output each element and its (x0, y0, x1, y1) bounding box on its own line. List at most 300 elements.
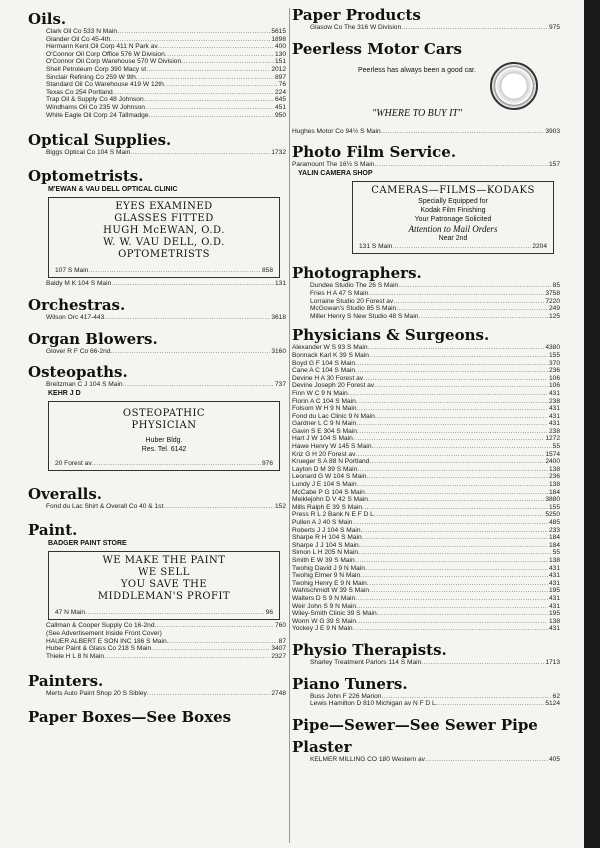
list-entry (292, 595, 560, 603)
peerless-ad-text: Peerless has always been a good car. (358, 66, 476, 74)
list-entry (292, 398, 560, 406)
list-entry (292, 161, 560, 169)
optometrists-ad-lines (55, 201, 273, 261)
ad-line: EYES EXAMINED (115, 200, 213, 212)
leader-dots (352, 519, 548, 527)
entry-phone: 224 (274, 88, 286, 96)
entry-name: Hermann Kent Oil Corp 411 N Park av (46, 43, 158, 51)
entry-phone: 106 (548, 374, 560, 382)
list-entry (292, 375, 560, 383)
entry-phone: 431 (548, 625, 560, 633)
list-entry (292, 572, 560, 580)
leader-dots (356, 420, 548, 428)
entry-name: Dundee Studio The 26 S Main (310, 282, 399, 290)
entry-name: Hart J W 104 S Main (292, 435, 353, 443)
entry-phone: 130 (274, 50, 286, 58)
entry-phone: 138 (548, 556, 560, 564)
entry-phone: 233 (548, 526, 560, 534)
entry-name: Baldy M K 104 S Main (46, 280, 112, 288)
entry-name: Boyd G F 104 S Main (292, 359, 356, 367)
entry-name: Press R L 2 Bank N E F D L (292, 511, 374, 519)
heading-pipe-sewer: Pipe—Sewer—See Sewer Pipe (292, 715, 538, 734)
entry-phone: 55 (552, 443, 560, 451)
leader-dots (145, 104, 274, 112)
entry-name: HAUER ALBERT E SON INC 186 S Main (46, 637, 167, 645)
photo-ad-name: YALIN CAMERA SHOP (298, 169, 373, 177)
entry-name: Glander Oil Co 45-4th (46, 35, 111, 43)
entry-name: Walters D S 9 N Main (292, 594, 356, 602)
ad-line: GLASSES FITTED (114, 212, 214, 224)
column-divider (289, 8, 290, 843)
leader-dots (359, 542, 548, 550)
heading-physicians: Physicians & Surgeons. (292, 326, 490, 345)
entry-phone: 236 (548, 473, 560, 481)
piano-tuners-list (292, 693, 560, 708)
list-entry (292, 24, 560, 32)
ad-small-line: Specially Equipped for (418, 197, 488, 205)
paint-ad-address: 47 N Main ..... 96 (55, 609, 273, 617)
entry-name: Lundy J E 104 S Main (292, 481, 357, 489)
entry-phone: 645 (274, 96, 286, 104)
entry-name: Glover R F Co 66-2nd (46, 347, 111, 355)
list-entry (292, 367, 560, 375)
optometrists-ad-name: M'EWAN & VAU DELL OPTICAL CLINIC (48, 185, 178, 193)
leader-dots (366, 473, 548, 481)
entry-phone: 431 (548, 420, 560, 428)
list-entry (292, 313, 560, 321)
list-entry (292, 549, 560, 557)
entry-name: Twohig David J 9 N Main (292, 564, 365, 572)
entry-phone: 431 (548, 572, 560, 580)
entry-phone: 131 (274, 280, 286, 288)
entry-name: Layton D M 39 S Main (292, 465, 358, 473)
leader-dots (401, 24, 548, 32)
leader-dots (144, 96, 274, 104)
leader-dots (356, 398, 548, 406)
list-entry (28, 630, 286, 638)
entry-name: Windhams Oil Co 235 W Johnson (46, 103, 145, 111)
entry-phone: 975 (548, 24, 560, 31)
photo-ad-italic: Attention to Mail Orders (408, 223, 498, 234)
leader-dots (355, 557, 548, 565)
optometrists-list (28, 280, 286, 288)
entry-name: Paramount The 16½ S Main (292, 161, 375, 169)
entry-name: Merts Auto Paint Shop 20 S Sibley (46, 690, 147, 698)
osteopaths-ad-lines (55, 408, 273, 432)
list-entry (292, 282, 560, 290)
leader-dots (362, 534, 548, 542)
entry-phone: 184 (548, 541, 560, 549)
heading-paper-products: Paper Products (292, 6, 421, 24)
list-entry (292, 693, 560, 701)
list-entry (28, 645, 286, 653)
list-entry (292, 352, 560, 360)
leader-dots (361, 527, 548, 535)
entry-name: McCabe P G 104 S Main (292, 488, 365, 496)
ad-line: HUGH McEWAN, O.D. (103, 224, 225, 236)
paint-ad-box (48, 551, 280, 621)
entry-phone: 87 (278, 637, 286, 645)
list-entry (28, 653, 286, 661)
leader-dots (355, 451, 544, 459)
entry-name: Finn W C 9 N Main (292, 389, 348, 397)
entry-phone: 760 (274, 622, 286, 630)
entry-name: Gardner L C 9 N Main (292, 420, 357, 428)
ad-line: OPTOMETRISTS (118, 248, 210, 260)
entry-name: Hughes Motor Co 94½ S Main (292, 127, 381, 135)
entry-phone: 737 (274, 381, 286, 389)
entry-name: Hawe Henry W 145 S Main (292, 443, 372, 451)
physicians-list (292, 344, 560, 633)
entry-name: Glasow Co The 316 W Division (310, 24, 402, 31)
entry-phone: 151 (274, 58, 286, 66)
entry-phone: 5124 (545, 700, 560, 708)
entry-phone: 76 (278, 81, 286, 89)
entry-name: Biggs Optical Co 104 S Main (46, 149, 131, 157)
entry-name: Clark Oil Co 533 N Main (46, 28, 118, 35)
heading-osteopaths: Osteopaths. (28, 363, 128, 382)
photo-film-list (292, 161, 560, 169)
entry-name: Gavin S E 304 S Main (292, 427, 357, 435)
entry-phone: 431 (548, 405, 560, 413)
heading-peerless-motor-cars: Peerless Motor Cars (292, 39, 462, 58)
leader-dots (363, 375, 548, 383)
entry-phone: 431 (548, 594, 560, 602)
entry-phone: 3903 (545, 127, 560, 135)
paper-products-list (292, 24, 560, 32)
photo-ad-address: 131 S Main ..... 2204 (359, 243, 547, 251)
entry-phone (285, 630, 286, 638)
leader-dots (396, 305, 548, 313)
entry-name: Leonard G W 104 S Main (292, 473, 367, 481)
list-entry (28, 81, 286, 89)
leader-dots (164, 81, 278, 89)
entry-name: Fond du Lac Shirt & Overall Co 40 & 1st (46, 503, 164, 511)
entry-phone: 5250 (545, 511, 560, 519)
list-entry (292, 603, 560, 611)
list-entry (28, 43, 286, 51)
leader-dots (362, 504, 548, 512)
leader-dots (357, 428, 548, 436)
entry-phone: 1272 (545, 435, 560, 443)
entry-name: Lewis Hamilton D 810 Michigan av N F D L (310, 700, 436, 708)
list-entry (292, 625, 560, 633)
list-entry (292, 128, 560, 136)
list-entry (292, 659, 560, 667)
entry-phone: 155 (548, 351, 560, 359)
heading-plaster: Plaster (292, 737, 352, 756)
entry-phone: 2400 (545, 458, 560, 466)
entry-name: Miller Henry S New Studio 48 S Main (310, 312, 419, 320)
list-entry (292, 428, 560, 436)
list-entry (292, 360, 560, 368)
leader-dots (374, 511, 544, 519)
leader-dots (110, 36, 270, 44)
entry-name: Standard Oil Co Warehouse 419 W 12th (46, 81, 164, 89)
list-entry (292, 527, 560, 535)
list-entry (292, 565, 560, 573)
entry-name: Twohig Henry E 9 N Main (292, 579, 367, 587)
entry-phone: 3880 (545, 496, 560, 504)
list-entry (292, 413, 560, 421)
entry-phone: 236 (548, 367, 560, 375)
list-entry (28, 348, 286, 356)
entry-name: Devine H A 30 Forest av (292, 374, 364, 382)
entry-phone: 485 (548, 519, 560, 526)
entry-name: Callman & Cooper Supply Co 16-2nd (46, 622, 155, 630)
entry-name: Thiele H L 8 N Main (46, 652, 105, 660)
list-entry (28, 638, 286, 646)
list-entry (292, 700, 560, 708)
leader-dots (355, 595, 548, 603)
entry-phone: 1898 (271, 35, 286, 43)
entry-name: Bonnack Karl K 39 S Main (292, 351, 369, 359)
leader-dots (348, 390, 548, 398)
list-entry (292, 580, 560, 588)
entry-phone: 431 (548, 579, 560, 587)
entry-phone: 431 (548, 564, 560, 572)
entry-phone: 2327 (271, 652, 286, 660)
leader-dots (353, 435, 545, 443)
leader-dots (111, 348, 271, 356)
list-entry (292, 511, 560, 519)
list-entry (28, 51, 286, 59)
list-entry (292, 618, 560, 626)
photo-ad-box (352, 181, 554, 255)
list-entry (292, 405, 560, 413)
heading-paper-boxes: Paper Boxes—See Boxes (28, 708, 232, 727)
leader-dots (356, 603, 548, 611)
ad-small-line: Res. Tel. 6142 (141, 445, 187, 453)
leader-dots (356, 618, 548, 626)
osteopaths-ad-small (55, 436, 273, 454)
optical-supplies-list (28, 149, 286, 157)
ad-small-line: Huber Bldg. (145, 436, 183, 444)
plaster-list (292, 756, 560, 764)
entry-phone: 400 (274, 43, 286, 51)
entry-name: Kriz G H 20 Forest av (292, 450, 356, 458)
leader-dots (360, 572, 548, 580)
entry-phone: 138 (548, 465, 560, 473)
list-entry (28, 314, 286, 322)
right-column (292, 0, 560, 763)
entry-name: Weir John S 9 N Main (292, 602, 357, 610)
list-entry (28, 622, 286, 630)
leader-dots (104, 653, 270, 661)
entry-phone: 405 (548, 755, 560, 763)
entry-name: Fond du Lac Clinic 9 N Main (292, 412, 375, 420)
entry-phone: 370 (548, 359, 560, 367)
entry-phone: 152 (274, 503, 286, 511)
leader-dots (146, 66, 270, 74)
entry-phone: 157 (548, 161, 560, 169)
overalls-list (28, 503, 286, 511)
leader-dots (151, 645, 270, 653)
list-entry (292, 435, 560, 443)
leader-dots (117, 28, 270, 36)
leader-dots (167, 638, 278, 646)
ad-line: WE SELL (138, 566, 190, 578)
entry-name: Fries H A 47 S Main (310, 289, 369, 297)
peerless-seal-icon (490, 62, 538, 110)
leader-dots (372, 443, 552, 451)
entry-name: Yockey J E 9 N Main (292, 625, 353, 633)
list-entry (292, 473, 560, 481)
entry-name: White Eagle Oil Corp 24 Tallmadge (46, 111, 149, 119)
entry-phone: 238 (548, 397, 560, 405)
entry-name: Lorraine Studio 20 Forest av (310, 297, 394, 305)
leader-dots (418, 313, 548, 321)
heading-overalls: Overalls. (28, 485, 103, 504)
entry-name: Alexander W S 93 S Main (292, 344, 368, 352)
entry-name: McGowan's Studio 85 S Main (310, 305, 397, 313)
entry-phone: 2012 (271, 65, 286, 73)
list-entry (28, 381, 286, 389)
entry-name: Buss John F 226 Marion (310, 692, 382, 700)
entry-name: Worm W G 39 S Main (292, 617, 356, 625)
list-entry (292, 443, 560, 451)
heading-optometrists: Optometrists. (28, 166, 144, 185)
entry-phone: 55 (552, 549, 560, 557)
peerless-ad (292, 58, 560, 128)
leader-dots (113, 89, 274, 97)
leader-dots (368, 290, 544, 298)
leader-dots (368, 496, 544, 504)
list-entry (292, 519, 560, 527)
leader-dots (358, 549, 552, 557)
list-entry (28, 89, 286, 97)
list-entry (292, 496, 560, 504)
heading-photo-film-service: Photo Film Service. (292, 143, 457, 162)
entry-phone: 451 (274, 103, 286, 111)
leader-dots (381, 128, 545, 136)
heading-physio-therapists: Physio Therapists. (292, 640, 447, 659)
entry-phone: 3407 (271, 645, 286, 653)
entry-phone: 3758 (545, 289, 560, 297)
ad-small-line: Kodak Film Finishing (420, 206, 486, 214)
entry-name: Sharley Treatment Parlors 114 S Main (310, 658, 422, 666)
list-entry (292, 305, 560, 313)
list-entry (292, 557, 560, 565)
list-entry (292, 290, 560, 298)
list-entry (28, 96, 286, 104)
leader-dots (369, 458, 544, 466)
entry-name: Trap Oil & Supply Co 48 Johnson (46, 96, 144, 104)
leader-dots (353, 625, 548, 633)
list-entry (28, 74, 286, 82)
entry-name: Sinclair Refining Co 259 W 9th (46, 73, 136, 81)
entry-name: Twohig Elmer 9 N Main (292, 572, 361, 580)
entry-name: Roberts J J 104 S Main (292, 526, 361, 534)
entry-name: Smith E W 39 S Main (292, 556, 355, 564)
leader-dots (123, 381, 274, 389)
leader-dots (147, 690, 271, 698)
leader-dots (136, 74, 274, 82)
heading-paint: Paint. (28, 520, 78, 539)
leader-dots (367, 580, 548, 588)
entry-name: Wiley-Smith Clinic 39 S Main (292, 610, 377, 618)
leader-dots (436, 700, 545, 708)
entry-phone: 106 (548, 382, 560, 390)
left-column (28, 0, 286, 726)
osteopaths-ad-name: KEHR J D (48, 389, 81, 397)
ad-line: YOU SAVE THE (120, 578, 208, 590)
entry-phone: 62 (552, 692, 560, 700)
heading-piano-tuners: Piano Tuners. (292, 674, 408, 693)
leader-dots (421, 659, 544, 667)
entry-phone: 125 (548, 312, 560, 320)
list-entry (292, 451, 560, 459)
list-entry (292, 481, 560, 489)
photographers-list (292, 282, 560, 320)
leader-dots (356, 405, 548, 413)
leader-dots (368, 344, 545, 352)
list-entry (292, 298, 560, 306)
list-entry (292, 458, 560, 466)
list-entry (292, 344, 560, 352)
list-entry (28, 112, 286, 120)
entry-phone: 184 (548, 488, 560, 496)
peerless-list (292, 128, 560, 136)
entry-phone: 5615 (271, 28, 286, 35)
ad-line: OSTEOPATHIC (122, 407, 206, 419)
osteopaths-list (28, 381, 286, 389)
entry-name: KELMER MILLING CO 180 Western av (310, 755, 425, 763)
list-entry (292, 756, 560, 764)
heading-oils: Oils. (28, 10, 67, 28)
ad-line: WE MAKE THE PAINT (102, 554, 226, 566)
entry-name: Krueger S A 88 N Portland (292, 458, 370, 466)
heading-orchestras: Orchestras. (28, 295, 126, 314)
leader-dots (425, 756, 548, 764)
list-entry (292, 587, 560, 595)
leader-dots (355, 367, 548, 375)
leader-dots (374, 382, 548, 390)
entry-phone: 1713 (545, 658, 560, 666)
entry-phone: 1732 (271, 149, 286, 157)
leader-dots (355, 360, 548, 368)
peerless-ad-slogan: "WHERE TO BUY IT" (372, 107, 463, 119)
leader-dots (377, 610, 548, 618)
heading-optical-supplies: Optical Supplies. (28, 131, 172, 150)
list-entry (292, 466, 560, 474)
entry-name: Breitzman C J 104 S Main (46, 381, 123, 389)
leader-dots (181, 58, 274, 66)
ad-line: W. W. VAU DELL, O.D. (103, 236, 225, 248)
entry-name: Simon L H 205 N Main (292, 549, 359, 557)
entry-phone: 431 (548, 602, 560, 610)
photo-ad-lines (359, 197, 547, 224)
entry-name: Meiklejohn D V 42 S Main (292, 496, 368, 504)
entry-name: Huber Paint & Glass Co 218 S Main (46, 645, 152, 653)
heading-painters: Painters. (28, 672, 104, 691)
entry-phone: 238 (548, 427, 560, 435)
entry-name: Sharpe J J 104 S Main (292, 541, 359, 549)
entry-name: (See Advertisement Inside Front Cover) (46, 630, 162, 638)
leader-dots (365, 565, 548, 573)
entry-phone: 3160 (271, 347, 286, 355)
entry-name: Devine Joseph 20 Forest av (292, 382, 375, 390)
list-entry (28, 280, 286, 288)
entry-phone: 3618 (271, 313, 286, 321)
entry-phone: 195 (548, 610, 560, 618)
list-entry (28, 149, 286, 157)
leader-dots (375, 413, 548, 421)
entry-phone: 249 (548, 305, 560, 313)
entry-phone: 195 (548, 587, 560, 595)
paint-ad-lines (55, 555, 273, 603)
leader-dots (381, 693, 551, 701)
